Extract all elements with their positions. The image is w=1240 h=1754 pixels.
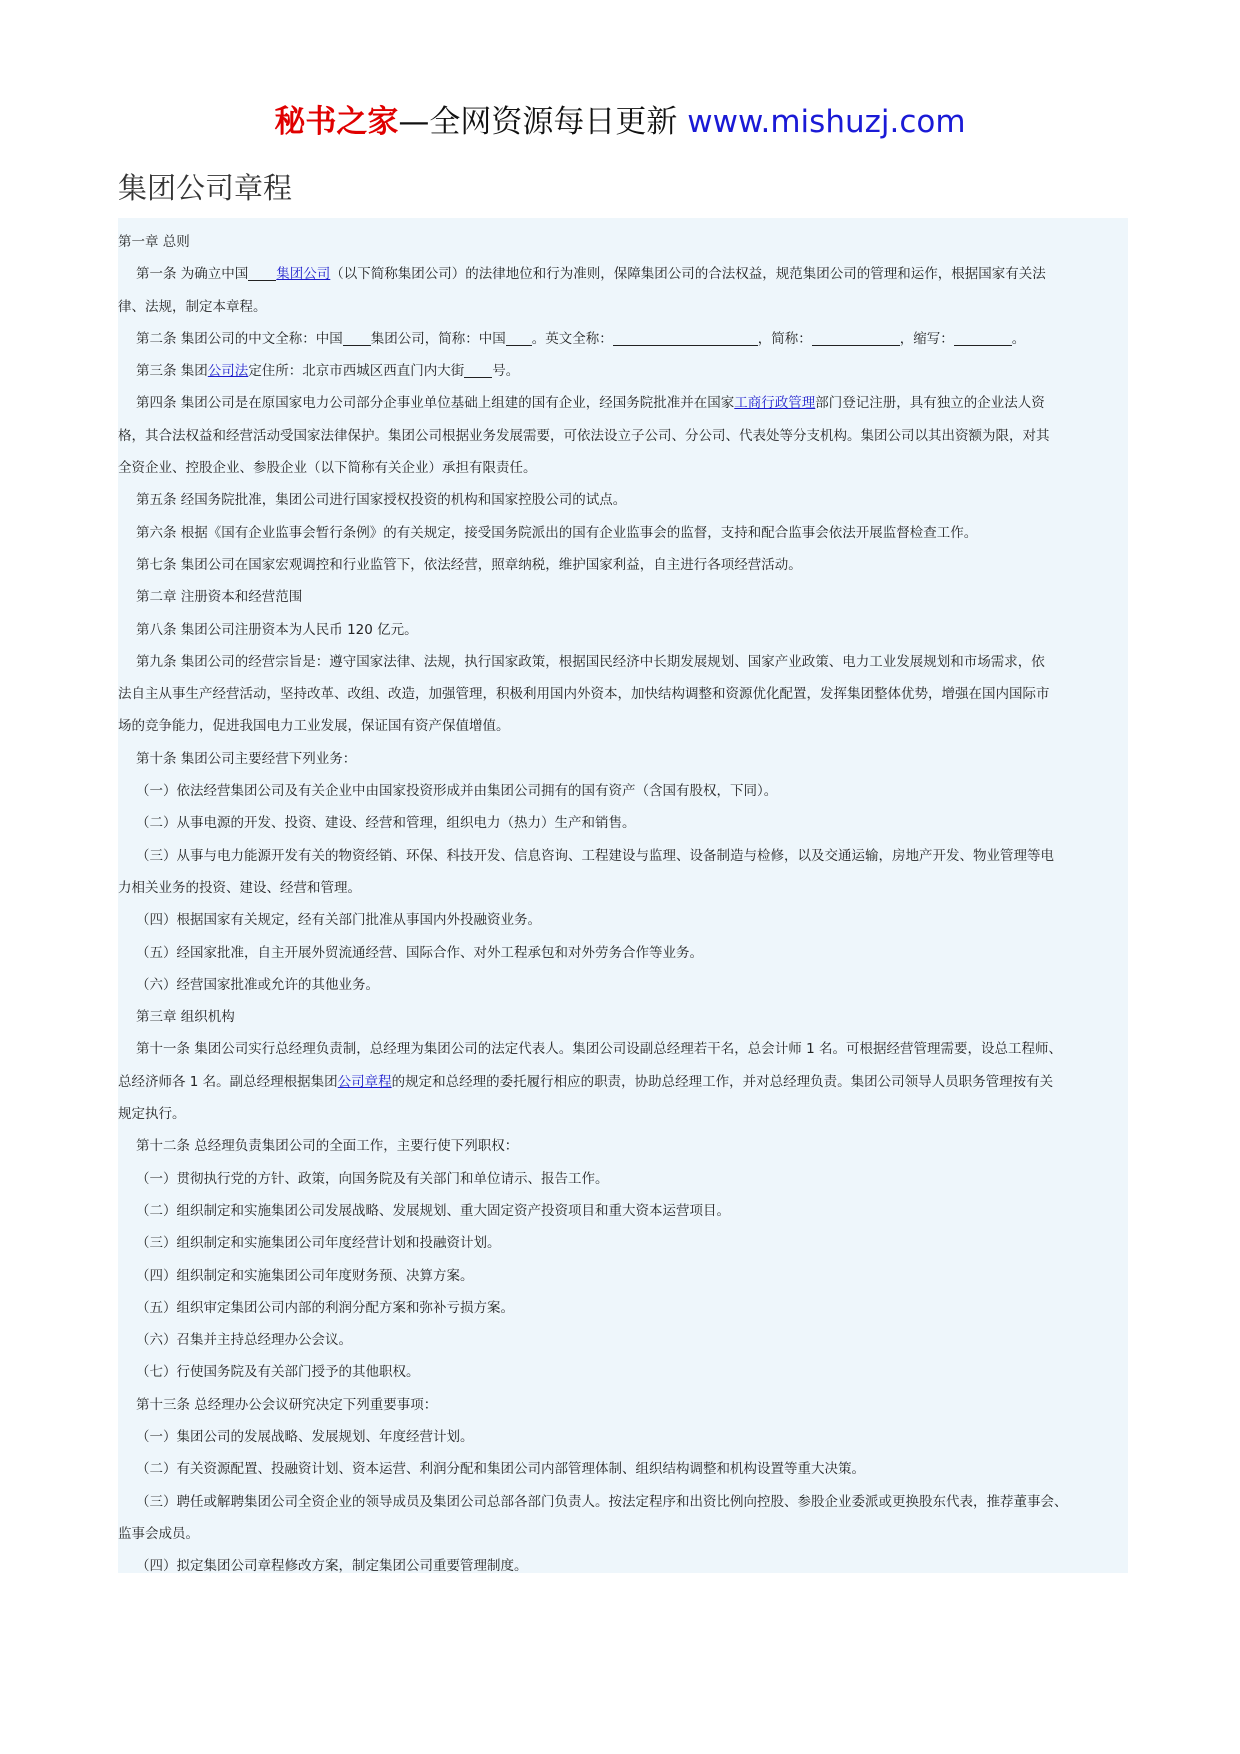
banner-slogan: —全网资源每日更新 [398,104,688,140]
article-line: 第十条 集团公司主要经营下列业务： [136,750,357,767]
site-banner [0,100,1240,144]
article-line: 第六条 根据《国有企业监事会暂行条例》的有关规定，接受国务院派出的国有企业监事会的监督，支持和配合监事会依法开展监督检查工作。 [136,524,978,541]
article-line: 法自主从事生产经营活动，坚持改革、改组、改造，加强管理，积极利用国内外资本，加快结构调整和资源优化配置，发挥集团整体优势，增强在国内国际市 [118,686,1050,703]
article-line [118,258,1128,290]
article-line: 格，其合法权益和经营活动受国家法律保护。集团公司根据业务发展需要，可依法设立子公司、分公司、代表处等分支机构。集团公司以其出资额为限，对其 [118,427,1050,444]
text-segment: 定住所：北京市西城区西直门内大街 [248,363,465,380]
list-item: （三）从事与电力能源开发有关的物资经销、环保、科技开发、信息咨询、工程建设与监理、设备制造与检修，以及交通运输，房地产开发、物业管理等电 [136,847,1054,864]
text-segment: 号。 [492,363,520,380]
article-line [118,355,1128,387]
article-line: 第七条 集团公司在国家宏观调控和行业监管下，依法经营，照章纳税，维护国家利益，自主进行各项经营活动。 [136,556,802,573]
chapter-heading: 第二章 注册资本和经营范围 [136,589,303,606]
blank-underline [812,331,900,346]
text-segment: 第四条 集团公司是在原国家电力公司部分企事业单位基础上组建的国有企业，经国务院批准并在国家 [136,395,735,412]
article-line: 第九条 集团公司的经营宗旨是：遵守国家法律、法规，执行国家政策，根据国民经济中长期发展规划、国家产业政策、电力工业发展规划和市场需求，依 [136,653,1045,670]
blank-underline [248,266,276,281]
article-line: 第十一条 集团公司实行总经理负责制，总经理为集团公司的法定代表人。集团公司设副总经理若干名，总会计师 1 名。可根据经营管理需要，设总工程师、 [136,1041,1062,1058]
list-item: （四）拟定集团公司章程修改方案，制定集团公司重要管理制度。 [136,1558,528,1575]
blank-underline [464,363,492,378]
list-item: （一）依法经营集团公司及有关企业中由国家投资形成并由集团公司拥有的国有资产（含国有股权，下同）。 [136,783,778,800]
text-segment: ，简称： [757,330,812,347]
chapter-heading: 第一章 总则 [118,234,190,250]
banner-brand: 秘书之家 [274,104,399,140]
text-segment: 总经济师各 1 名。副总经理根据集团 [118,1073,338,1090]
list-item: （四）根据国家有关规定，经有关部门批准从事国内外投融资业务。 [136,912,541,929]
text-segment: 第三条 集团 [136,363,208,380]
text-segment: 第一条 为确立中国 [136,266,249,283]
article-line: 第十三条 总经理办公会议研究决定下列重要事项： [136,1396,438,1413]
article-line [118,323,1128,355]
article-line: 场的竞争能力，促进我国电力工业发展，保证国有资产保值增值。 [118,718,510,735]
list-item: （五）组织审定集团公司内部的利润分配方案和弥补亏损方案。 [136,1299,514,1316]
text-segment: 部门登记注册，具有独立的企业法人资 [815,395,1045,412]
blank-underline [954,331,1012,346]
article-line: 全资企业、控股企业、参股企业（以下简称有关企业）承担有限责任。 [118,460,537,477]
blank-underline [613,331,758,346]
article-line: 第八条 集团公司注册资本为人民币 120 亿元。 [136,621,418,638]
document-title: 集团公司章程 [118,171,293,205]
article-line: 规定执行。 [118,1106,186,1123]
article-line: 律、法规，制定本章程。 [118,298,267,315]
chapter-heading: 第三章 组织机构 [136,1009,235,1026]
text-segment: 。英文全称： [531,330,613,347]
list-item: （六）经营国家批准或允许的其他业务。 [136,976,379,993]
banner-url-link[interactable]: www.mishuzj.com [687,104,966,140]
blank-underline [506,331,532,346]
text-segment: 。 [1011,330,1026,347]
article-line [118,1066,1128,1098]
text-segment: （以下简称集团公司）的法律地位和行为准则，保障集团公司的合法权益，规范集团公司的管理和运作，根据国家有关法 [330,266,1046,283]
text-segment: 集团公司，简称：中国 [370,330,506,347]
list-item: （三）聘任或解聘集团公司全资企业的领导成员及集团公司总部各部门负责人。按法定程序和出资比例向控股、参股企业委派或更换股东代表，推荐董事会、 [136,1493,1068,1510]
text-segment: 第二条 集团公司的中文全称：中国 [136,330,343,347]
document-body [118,218,1128,1573]
list-item: 监事会成员。 [118,1525,199,1542]
text-segment: 的规定和总经理的委托履行相应的职责，协助总经理工作，并对总经理负责。集团公司领导人员职务管理按有关 [391,1073,1054,1090]
blank-underline [343,331,371,346]
list-item: （六）召集并主持总经理办公会议。 [136,1332,352,1349]
article-line: 第五条 经国务院批准，集团公司进行国家授权投资的机构和国家控股公司的试点。 [136,492,627,509]
list-item: （七）行使国务院及有关部门授予的其他职权。 [136,1364,420,1381]
text-segment: ，缩写： [899,330,954,347]
list-item: 力相关业务的投资、建设、经营和管理。 [118,879,361,896]
company-link[interactable]: 集团公司 [276,266,331,283]
business-admin-link[interactable]: 工商行政管理 [734,395,816,412]
list-item: （五）经国家批准，自主开展外贸流通经营、国际合作、对外工程承包和对外劳务合作等业务。 [136,944,703,961]
list-item: （二）组织制定和实施集团公司发展战略、发展规划、重大固定资产投资项目和重大资本运营项目。 [136,1202,730,1219]
list-item: （二）从事电源的开发、投资、建设、经营和管理，组织电力（热力）生产和销售。 [136,815,636,832]
company-law-link[interactable]: 公司法 [207,363,249,380]
list-item: （三）组织制定和实施集团公司年度经营计划和投融资计划。 [136,1235,501,1252]
list-item: （一）贯彻执行党的方针、政策，向国务院及有关部门和单位请示、报告工作。 [136,1170,609,1187]
article-line [118,387,1128,419]
list-item: （四）组织制定和实施集团公司年度财务预、决算方案。 [136,1267,474,1284]
company-charter-link[interactable]: 公司章程 [337,1073,392,1090]
list-item: （二）有关资源配置、投融资计划、资本运营、利润分配和集团公司内部管理体制、组织结构调整和机构设置等重大决策。 [136,1461,865,1478]
article-line: 第十二条 总经理负责集团公司的全面工作，主要行使下列职权： [136,1138,519,1155]
list-item: （一）集团公司的发展战略、发展规划、年度经营计划。 [136,1428,474,1445]
